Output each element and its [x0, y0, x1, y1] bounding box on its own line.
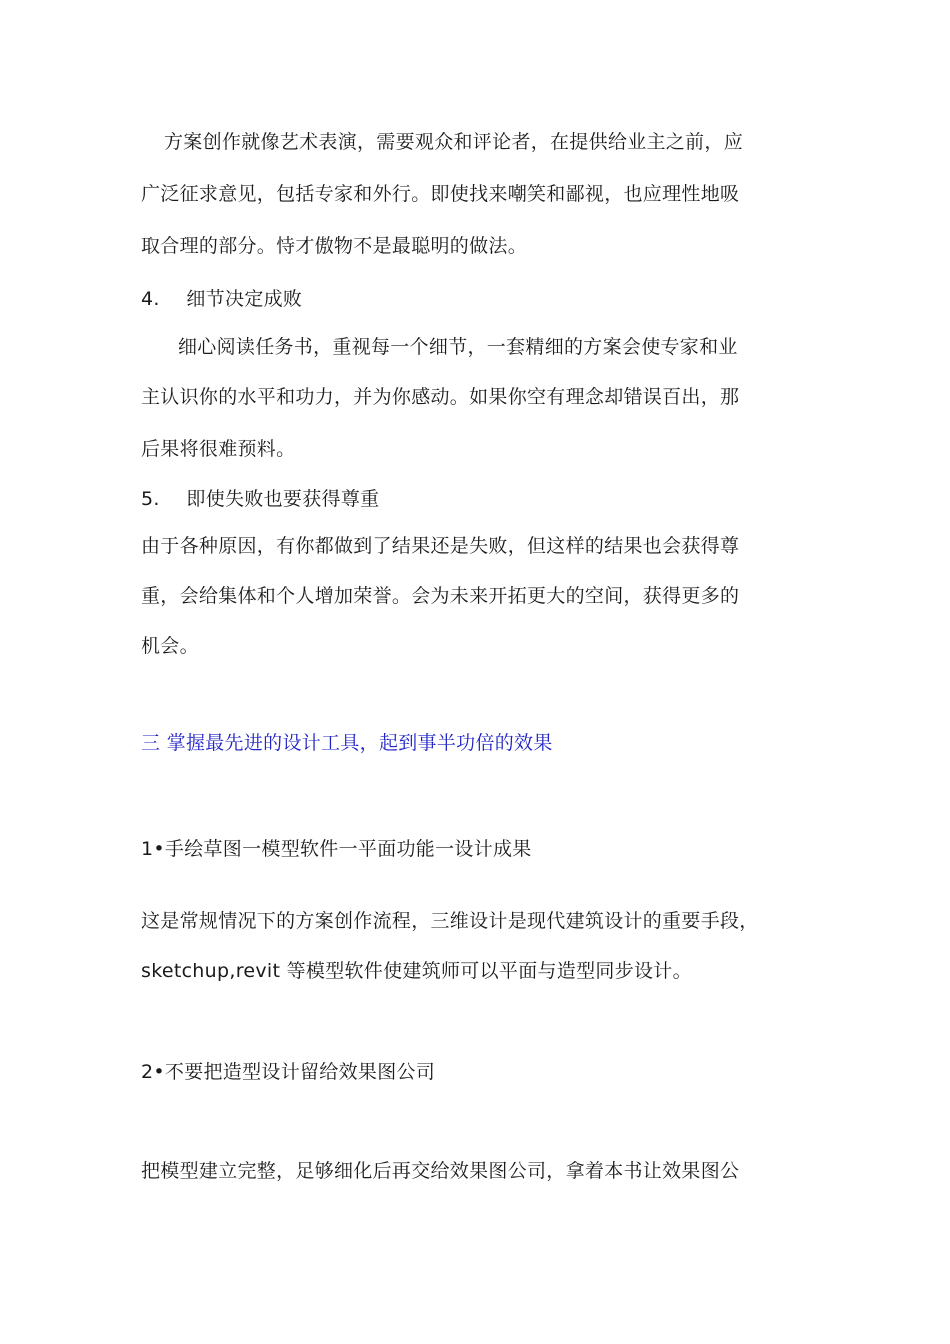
paragraph-line: 细心阅读任务书，重视每一个细节，一套精细的方案会使专家和业	[178, 336, 738, 358]
list-item-title: 即使失败也要获得尊重	[186, 488, 380, 510]
section-heading: 三 掌握最先进的设计工具，起到事半功倍的效果	[141, 732, 553, 754]
list-number: 4.	[141, 288, 160, 310]
paragraph-line: 机会。	[141, 635, 199, 657]
paragraph-line: 后果将很难预料。	[141, 438, 296, 460]
paragraph-line: 这是常规情况下的方案创作流程，三维设计是现代建筑设计的重要手段，	[141, 910, 759, 932]
paragraph-line: 主认识你的水平和功力，并为你感动。如果你空有理念却错误百出，那	[141, 386, 740, 408]
paragraph-line: 广泛征求意见，包括专家和外行。即使找来嘲笑和鄙视，也应理性地吸	[141, 183, 740, 205]
paragraph-line: 取合理的部分。恃才傲物不是最聪明的做法。	[141, 235, 528, 257]
paragraph-line: sketchup,revit 等模型软件使建筑师可以平面与造型同步设计。	[141, 960, 692, 982]
list-item-heading	[141, 285, 302, 313]
subsection-title: 1•手绘草图一模型软件一平面功能一设计成果	[141, 838, 532, 860]
paragraph-line: 方案创作就像艺术表演，需要观众和评论者，在提供给业主之前，应	[164, 131, 744, 153]
list-item-title: 细节决定成败	[186, 288, 303, 310]
list-item-heading	[141, 485, 379, 513]
list-number: 5.	[141, 488, 160, 510]
paragraph-line: 由于各种原因，有你都做到了结果还是失败，但这样的结果也会获得尊	[141, 535, 740, 557]
subsection-title: 2•不要把造型设计留给效果图公司	[141, 1061, 436, 1083]
paragraph-line: 把模型建立完整，足够细化后再交给效果图公司，拿着本书让效果图公	[141, 1160, 740, 1182]
paragraph-line: 重，会给集体和个人增加荣誉。会为未来开拓更大的空间，获得更多的	[141, 585, 740, 607]
